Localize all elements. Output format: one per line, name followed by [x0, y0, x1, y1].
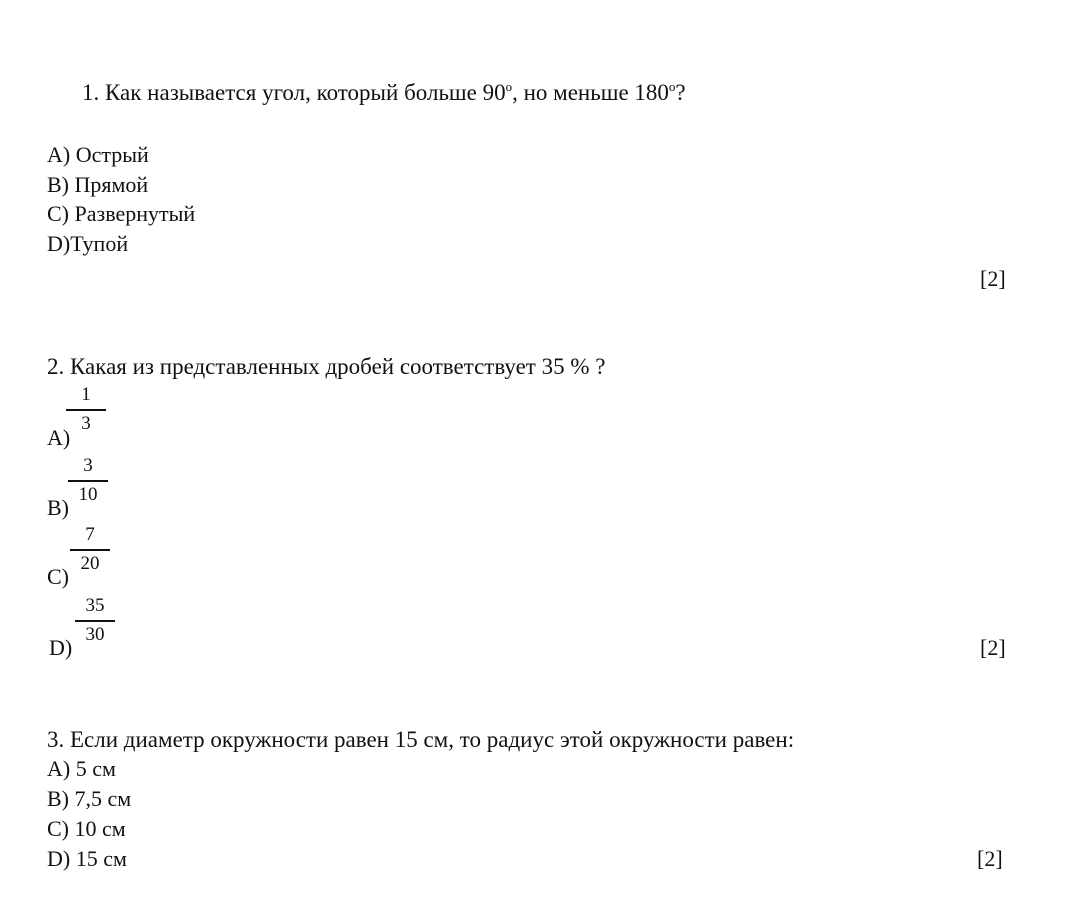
question-1-text-start: 1. Как называется угол, который больше 90 — [82, 80, 506, 105]
question-3-option-b: B) 7,5 см — [47, 786, 132, 811]
question-2-option-d-fraction — [75, 595, 115, 646]
question-2-title: 2. Какая из представленных дробей соответствует 35 % ? — [47, 354, 606, 379]
question-2-option-d-label: D) — [49, 635, 73, 660]
question-1-option-d: D)Тупой — [47, 231, 129, 256]
fraction-denominator: 20 — [80, 552, 100, 574]
fraction-numerator: 3 — [83, 455, 93, 476]
question-2-option-a-fraction — [66, 384, 106, 435]
degree-symbol: o — [668, 79, 676, 94]
question-2-option-c-fraction — [70, 524, 110, 575]
question-1-score: [2] — [980, 266, 1006, 291]
question-2-option-c-label: C) — [47, 564, 69, 589]
fraction-denominator: 30 — [85, 623, 105, 645]
fraction-numerator: 1 — [81, 384, 91, 405]
question-3-option-c: C) 10 см — [47, 816, 126, 841]
fraction-denominator: 3 — [81, 412, 91, 434]
question-1-option-a: A) Острый — [47, 142, 149, 167]
question-2-option-b-label: B) — [47, 495, 69, 520]
question-3-score: [2] — [977, 846, 1003, 871]
question-2-score: [2] — [980, 635, 1006, 660]
question-1-text-end: ? — [675, 80, 686, 105]
degree-symbol: o — [505, 79, 513, 94]
question-3-option-a: A) 5 см — [47, 756, 116, 781]
question-2-option-a-label: A) — [47, 425, 71, 450]
question-3-option-d: D) 15 см — [47, 846, 127, 871]
question-1-option-b: B) Прямой — [47, 172, 149, 197]
question-1-option-c: C) Развернутый — [47, 201, 196, 226]
fraction-numerator: 7 — [85, 524, 95, 545]
question-1-text-middle: , но меньше 180 — [512, 80, 669, 105]
fraction-numerator: 35 — [85, 595, 105, 616]
question-1-title — [82, 80, 686, 106]
question-3-title: 3. Если диаметр окружности равен 15 см, то радиус этой окружности равен: — [47, 727, 795, 752]
fraction-denominator: 10 — [78, 483, 98, 505]
question-2-option-b-fraction — [68, 455, 108, 506]
